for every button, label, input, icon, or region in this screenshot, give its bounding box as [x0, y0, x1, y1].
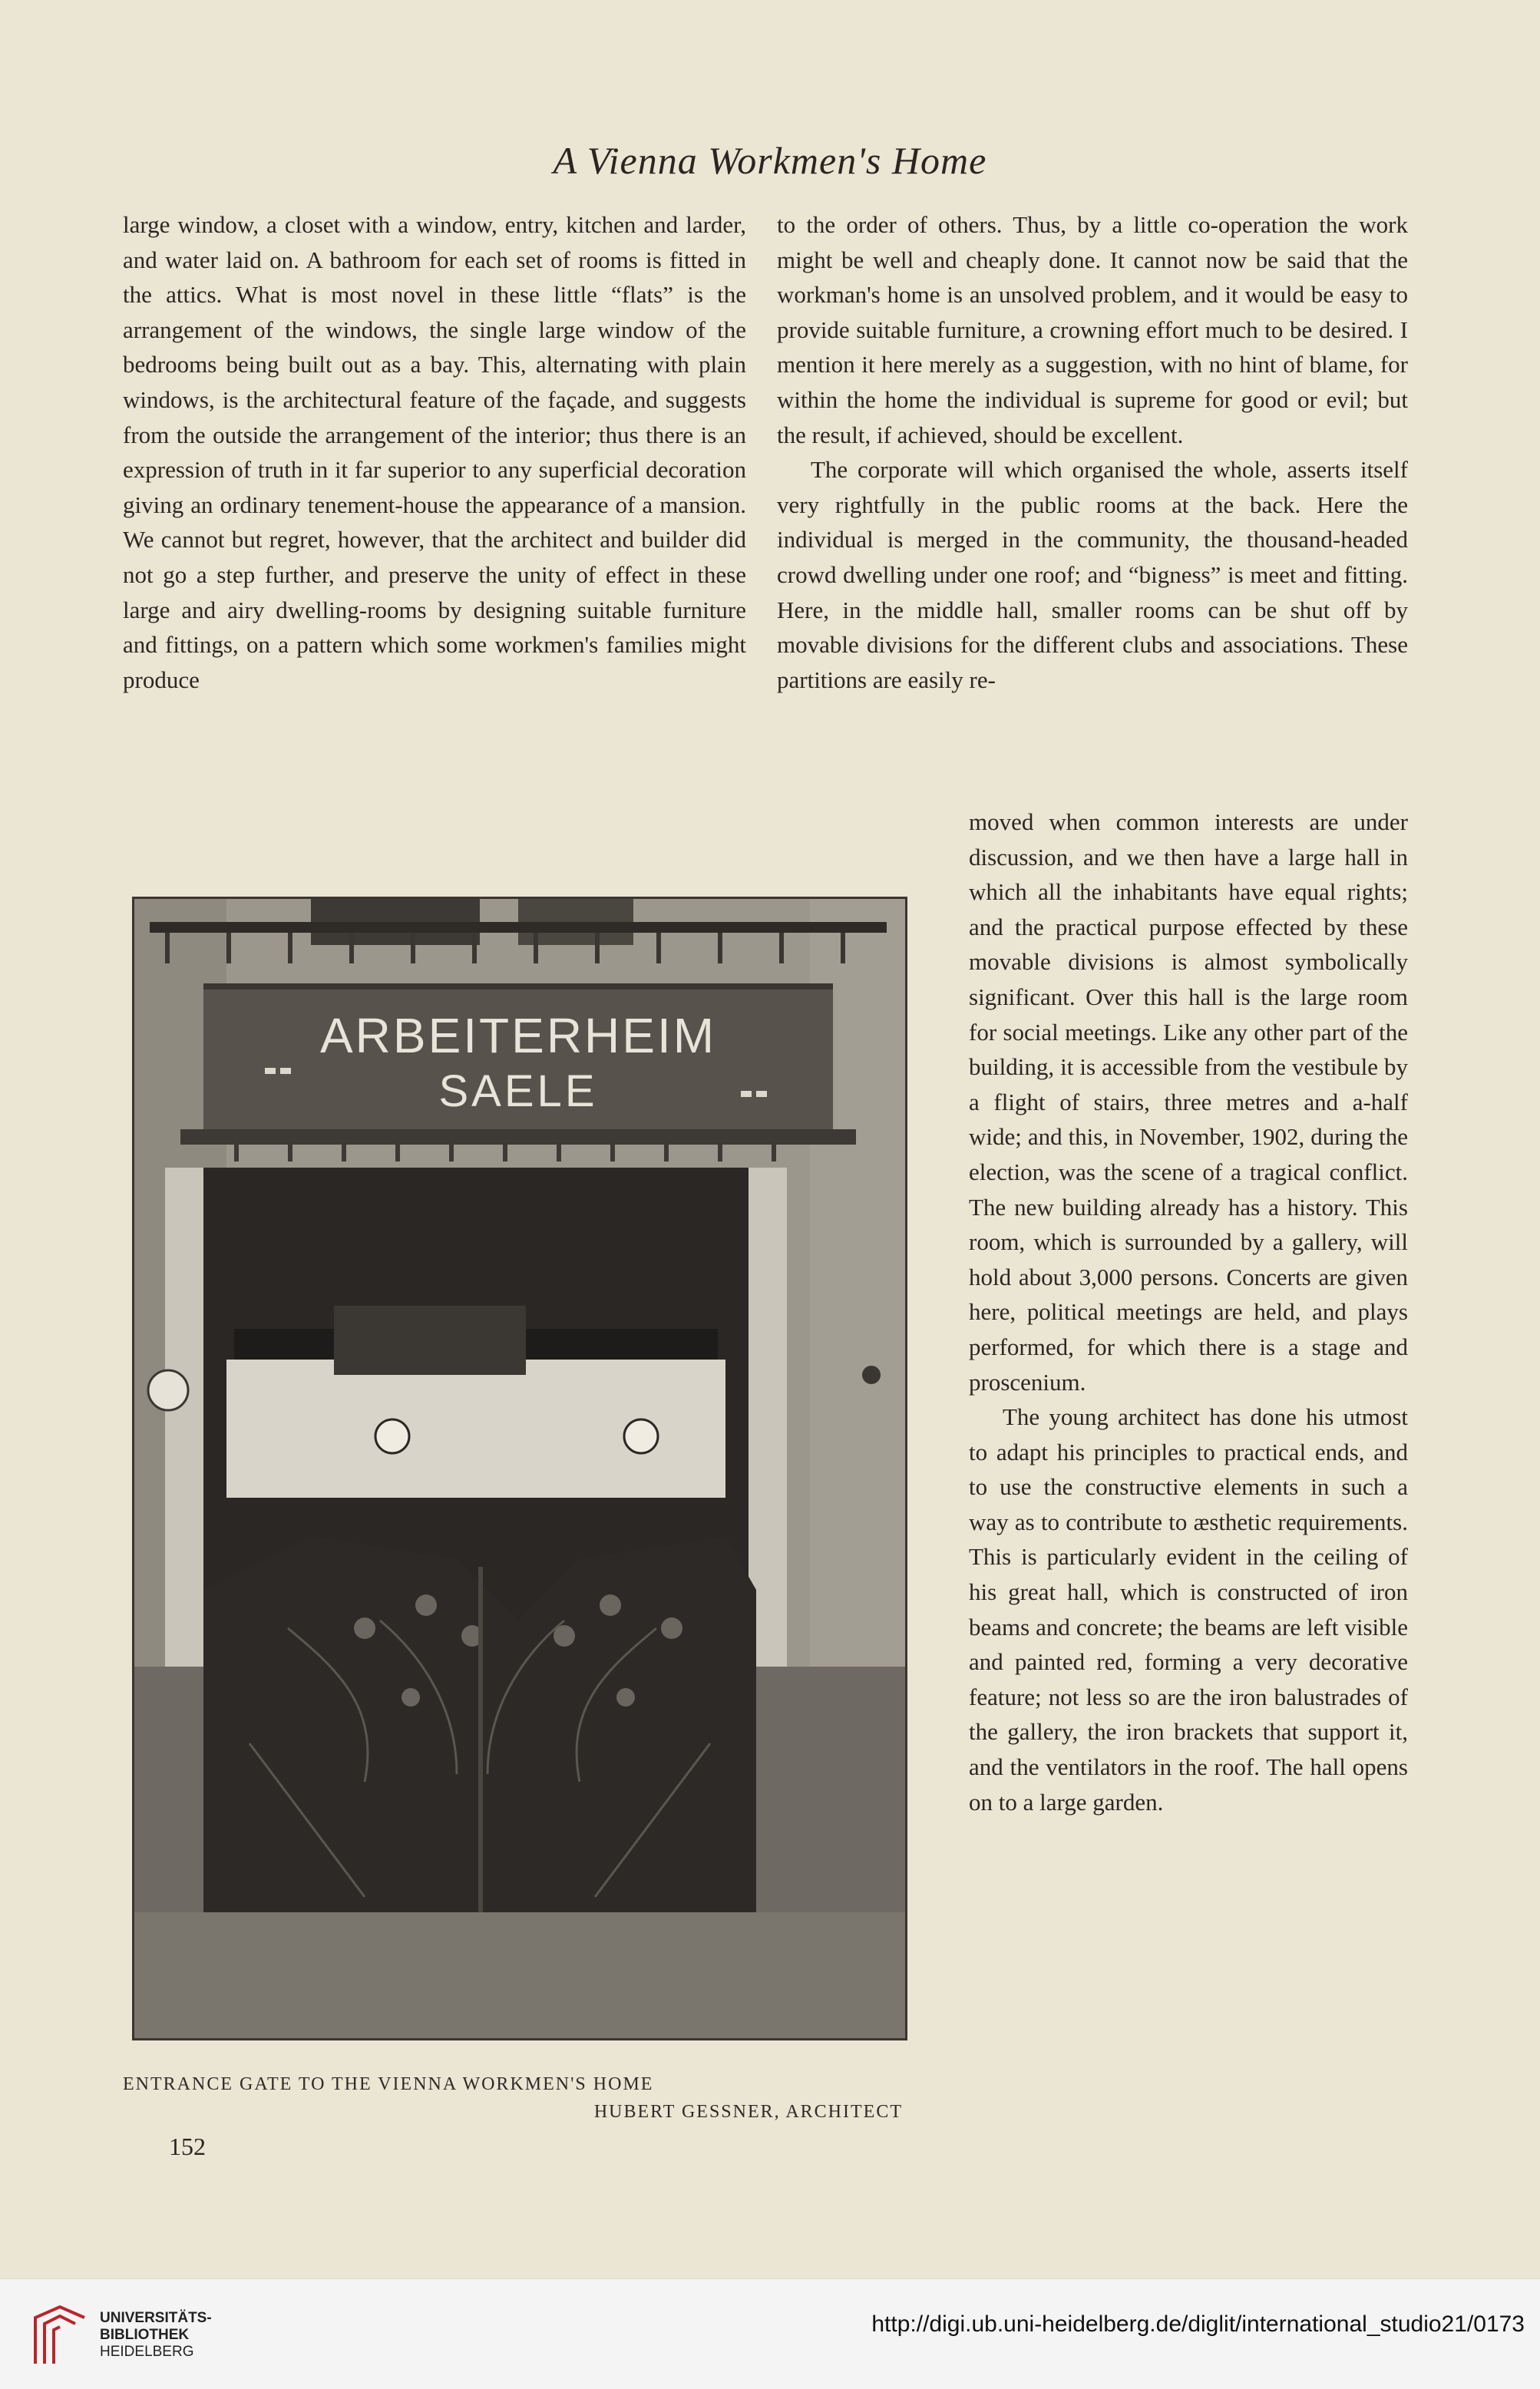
left-column	[123, 207, 746, 697]
library-name-line-3: HEIDELBERG	[100, 2344, 194, 2360]
running-head: A Vienna Workmen's Home	[553, 139, 987, 182]
sign-text-line-1: ARBEITERHEIM	[319, 1008, 717, 1063]
digitization-footer	[0, 2278, 1540, 2389]
university-library-logo-icon	[29, 2302, 91, 2368]
permalink-url[interactable]: http://digi.ub.uni-heidelberg.de/diglit/international_studio21/0173	[871, 2311, 1525, 2337]
right-column-paragraph-4: The young architect has done his utmost to adapt his principles to practical ends, and to use the constructive elements in such a way as to contribute to æsthetic requirements. This is particularly evident in the ceiling of his great hall, which is constructed of iron beams and concrete; the beams are left visible and painted red, forming a very decorative feature; not less so are the iron balustrades of the gallery, the iron brackets that support it, and the ventilators in the roof. The hall opens on to a large garden.	[969, 1403, 1408, 1816]
photo-caption-title: ENTRANCE GATE TO THE VIENNA WORKMEN'S HOME	[123, 2074, 654, 2094]
library-name	[100, 2310, 212, 2361]
library-name-line-1: UNIVERSITÄTS-	[100, 2310, 212, 2326]
right-column-paragraph-1: to the order of others. Thus, by a little co-operation the work might be well and cheaply done. It cannot now be said that the workman's home is an unsolved problem, and it would be easy to provide suitable furniture, a crowning effort much to be desired. I mention it here merely as a suggestion, with no hint of blame, for within the home the individual is supreme for good or evil; but the result, if achieved, should be excellent.	[777, 211, 1408, 448]
right-column-paragraph-3: moved when common interests are under discussion, and we then have a large hall in which all the inhabitants have equal rights; and the practical purpose effected by these movable divisions is almost symbolically significant. Over this hall is the large room for social meetings. Like any other part of the building, it is accessible from the vestibule by a flight of stairs, three metres and a-half wide; and this, in November, 1902, during the election, was the scene of a tragical conflict. The new building already has a history. This room, which is surrounded by a gallery, will hold about 3,000 persons. Concerts are given here, political meetings are held, and plays performed, for which there is a stage and proscenium.	[969, 808, 1408, 1396]
right-column-narrow	[969, 805, 1408, 1819]
right-column-paragraph-2: The corporate will which organised the whole, asserts itself very rightfully in the public rooms at the back. Here the individual is merged in the community, the thousand-headed crowd dwelling under one roof; and “bigness” is meet and fitting. Here, in the middle hall, smaller rooms can be shut off by movable divisions for the different clubs and associations. These partitions are easily re-	[777, 456, 1408, 693]
right-column-top	[777, 207, 1408, 697]
entrance-gate-photo	[132, 897, 907, 2040]
library-name-line-2: BIBLIOTHEK	[100, 2327, 190, 2343]
photo-caption-architect: HUBERT GESSNER, ARCHITECT	[593, 2102, 903, 2122]
left-column-paragraph: large window, a closet with a window, entry, kitchen and larder, and water laid on. A bathroom for each set of rooms is fitted in the attics. What is most novel in these little “flats” is the arrangement of the windows, the single large window of the bedrooms being built out as a bay. This, alternating with plain windows, is the architectural feature of the façade, and suggests from the outside the arrangement of the interior; thus there is an expression of truth in it far superior to any superficial decoration giving an ordinary tenement-house the appearance of a mansion. We cannot but regret, however, that the architect and builder did not go a step further, and preserve the unity of effect in these large and airy dwelling-rooms by designing suitable furniture and fittings, on a pattern which some workmen's families might produce	[123, 211, 746, 693]
sign-text-line-2: SAELE	[438, 1066, 598, 1116]
page-number: 152	[169, 2133, 206, 2160]
